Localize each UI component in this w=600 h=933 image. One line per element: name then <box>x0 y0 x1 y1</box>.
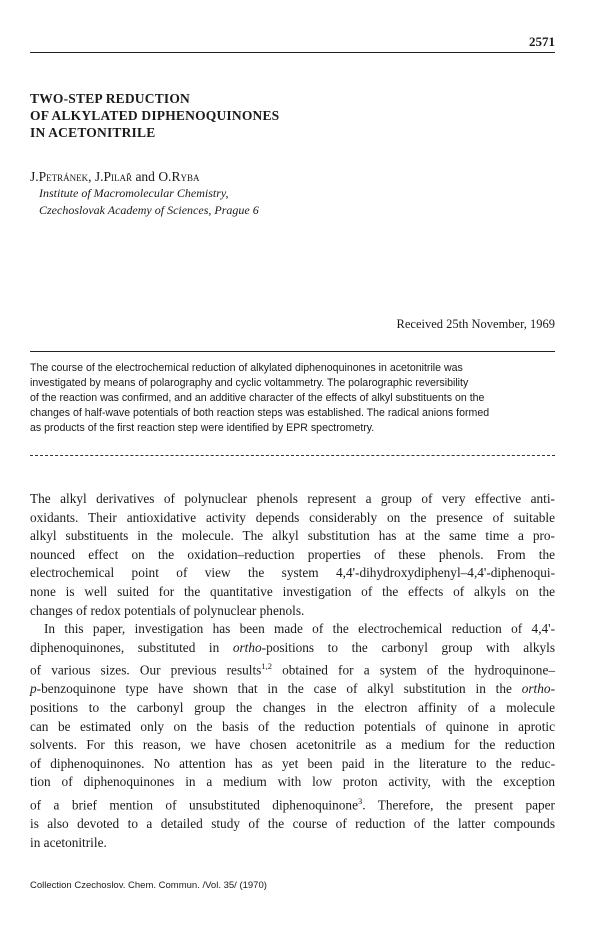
article-title <box>30 90 450 141</box>
body-line: can be estimated only on the basis of the reduction potentials of quinone in aprotic <box>30 718 555 734</box>
author-separator: , <box>88 169 95 184</box>
body-line: tion of diphenoquinones in a medium with low proton activity, with the exception <box>30 774 555 790</box>
text-run: of various sizes. Our previous results <box>30 662 262 678</box>
body-line: none is well suited for the quantitative investigation of the effects of alkyls on the <box>30 583 555 599</box>
text-run: of a brief mention of unsubstituted diphenoquinone <box>30 797 358 813</box>
body-line <box>30 639 555 658</box>
title-line: TWO-STEP REDUCTION <box>30 91 191 106</box>
citation-ref: 3 <box>357 795 363 806</box>
body-line <box>30 792 555 815</box>
author-initial: J. <box>94 169 104 184</box>
author-list <box>30 169 199 185</box>
affiliation-line: Institute of Macromolecular Chemistry, <box>39 186 229 200</box>
body-line: electrochemical point of view the system 4,4'-dihydroxydiphenyl–4,4'-diphenoqui- <box>30 565 555 581</box>
author-surname: Petránek <box>38 169 89 184</box>
italic-term: ortho <box>521 681 551 697</box>
body-line: solvents. For this reason, we have chosen acetonitrile as a medium for the reduction <box>30 737 555 753</box>
body-line: oxidants. Their antioxidative activity depends considerably on the presence of suitable <box>30 509 555 525</box>
paragraph-1 <box>30 490 555 620</box>
text-run: -positions to the carbonyl group with alkyls <box>261 639 555 655</box>
body-line: in acetonitrile. <box>30 834 107 850</box>
body-line: of diphenoquinones. No attention has as yet been paid in the literature to the reduc- <box>30 755 555 771</box>
text-run: diphenoquinones, substituted in <box>30 639 233 655</box>
page-number: 2571 <box>529 34 555 49</box>
italic-term: p <box>30 681 37 697</box>
author-surname: Pilař <box>103 169 133 184</box>
abstract-bottom-rule <box>30 455 555 456</box>
body-line: is also devoted to a detailed study of the course of reduction of the latter compounds <box>30 815 555 831</box>
body-line: The alkyl derivatives of polynuclear phenols represent a group of very effective anti- <box>30 491 555 506</box>
body-line: changes of redox potentials of polynuclear phenols. <box>30 602 305 618</box>
body-line <box>30 680 555 699</box>
abstract-line: as products of the first reaction step were identified by EPR spectrometry. <box>30 422 375 434</box>
abstract <box>30 361 555 436</box>
paragraph-2 <box>30 620 555 852</box>
body-line <box>30 657 555 680</box>
journal-footer: Collection Czechoslov. Chem. Commun. /Vol. 35/ (1970) <box>30 880 267 891</box>
citation-ref: 1,2 <box>261 661 272 672</box>
author-separator: and <box>132 169 159 184</box>
body-line: positions to the carbonyl group the changes in the electron affinity of a molecule <box>30 699 555 715</box>
body-line: alkyl substituents in the molecule. The alkyl substitution has at the same time a pro- <box>30 528 555 544</box>
affiliation <box>39 185 259 219</box>
author-initial: J. <box>30 169 39 184</box>
body-line: nounced effect on the oxidation–reduction properties of these phenols. From the <box>30 546 555 562</box>
header-rule <box>30 52 555 53</box>
abstract-line: of the reaction was confirmed, and an additive character of the effects of alkyl substituents on the <box>30 392 485 404</box>
received-date: Received 25th November, 1969 <box>396 317 555 331</box>
title-line: IN ACETONITRILE <box>30 125 156 140</box>
abstract-top-rule <box>30 351 555 352</box>
italic-term: ortho <box>232 639 262 655</box>
text-run: -benzoquinone type have shown that in the case of alkyl substitution in the <box>36 681 522 697</box>
abstract-line: The course of the electrochemical reduction of alkylated diphenoquinones in acetonitrile was <box>30 362 463 374</box>
body-line: In this paper, investigation has been made of the electrochemical reduction of 4,4'- <box>44 621 555 637</box>
article-body <box>30 490 555 852</box>
author-initial: O. <box>158 169 172 184</box>
text-run: obtained for a system of the hydroquinone– <box>271 662 555 678</box>
text-run: . Therefore, the present paper <box>362 797 555 813</box>
author-surname: Ryba <box>171 169 200 184</box>
text-run: - <box>550 681 555 697</box>
affiliation-line: Czechoslovak Academy of Sciences, Prague 6 <box>39 203 259 217</box>
title-line: OF ALKYLATED DIPHENOQUINONES <box>30 108 280 123</box>
abstract-line: investigated by means of polarography and cyclic voltammetry. The polarographic reversibility <box>30 377 469 389</box>
abstract-line: changes of half-wave potentials of both reaction steps was established. The radical anions formed <box>30 407 490 419</box>
